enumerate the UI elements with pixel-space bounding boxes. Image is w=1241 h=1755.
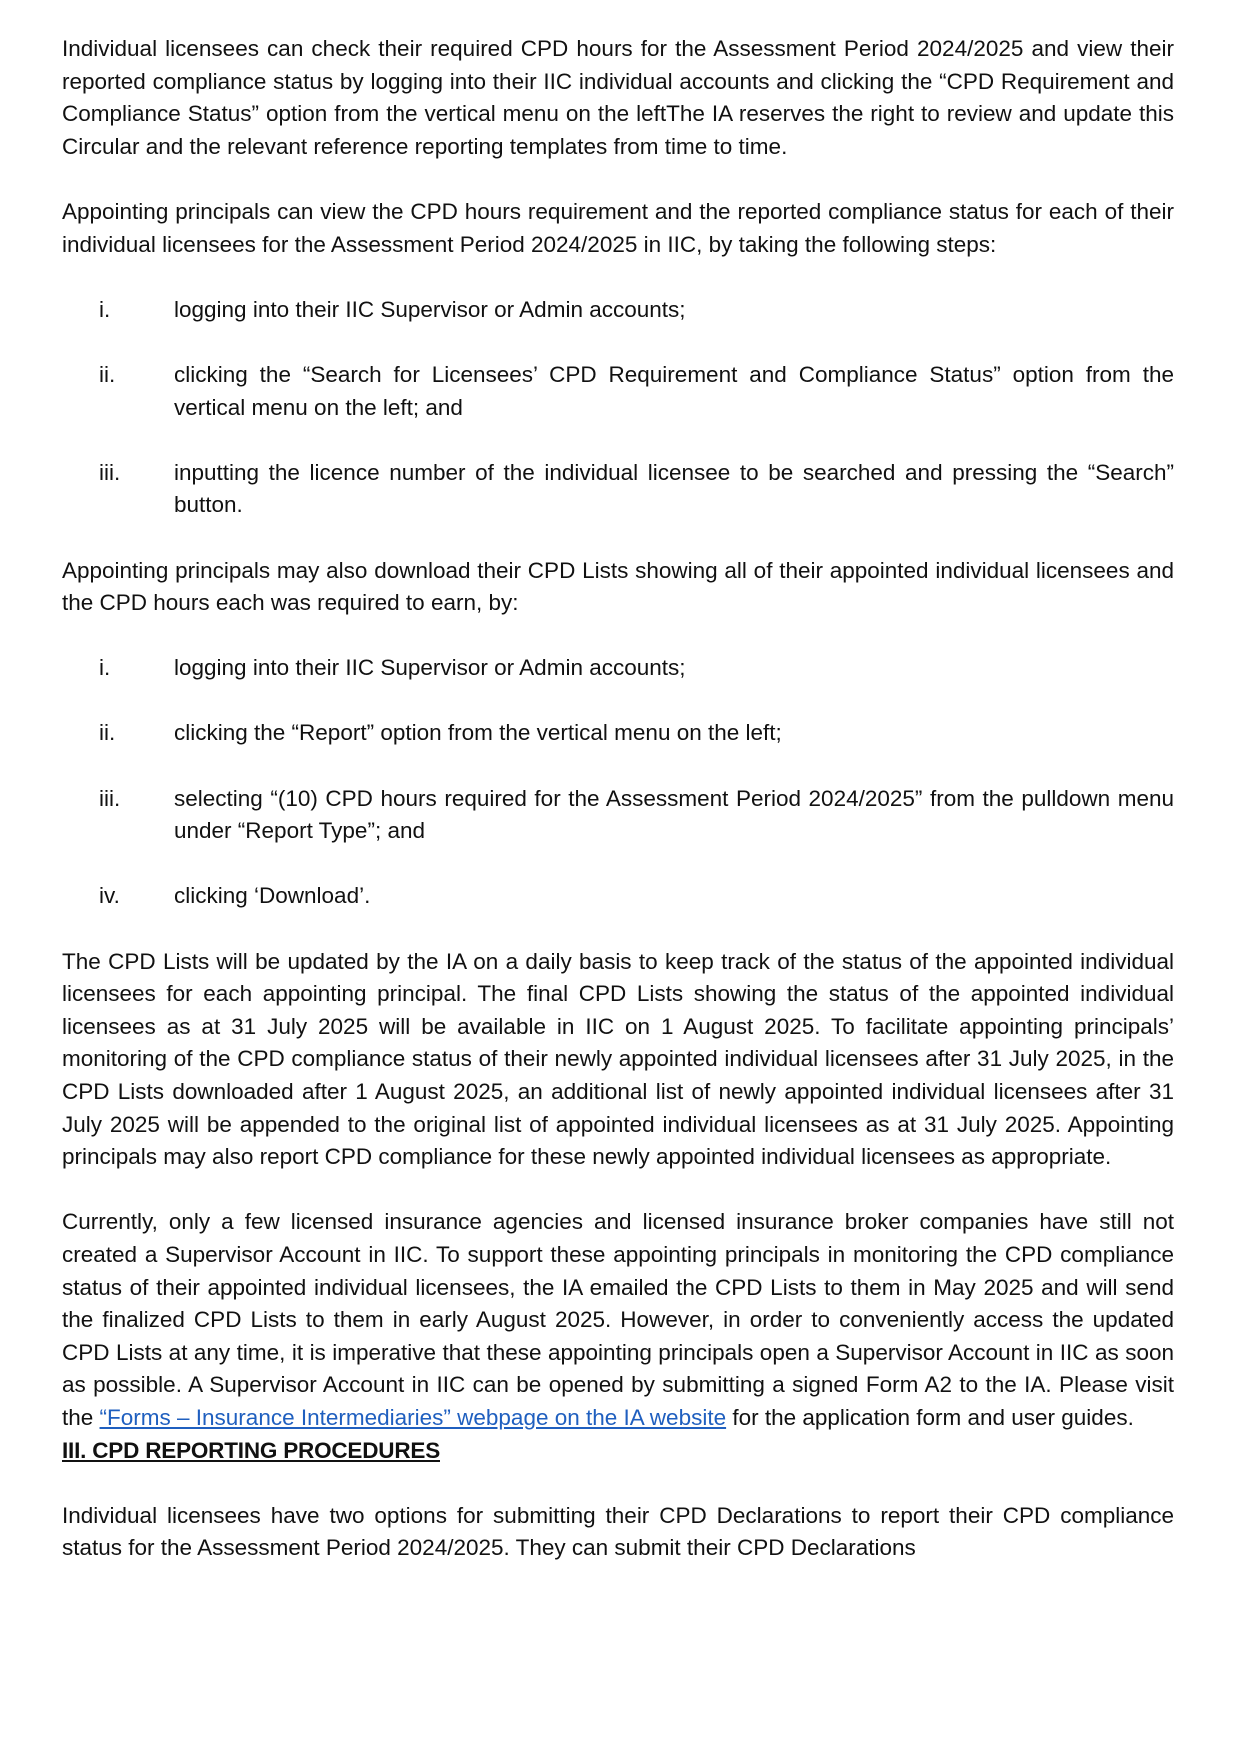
paragraph-download-cpd-lists: Appointing principals may also download their CPD Lists showing all of their appointed individual licensees and the CPD hours each was required to earn, by: [62, 557, 1174, 616]
list-item [62, 880, 1174, 913]
list-item-text: clicking ‘Download’. [174, 883, 371, 909]
list-marker: iii. [99, 785, 121, 811]
list-marker: iv. [99, 883, 120, 909]
list-marker: ii. [99, 720, 116, 746]
list-item-text: selecting “(10) CPD hours required for the Assessment Period 2024/2025” from the pulldown menu under “Report Type”; and [174, 785, 1174, 844]
list-item-text: logging into their IIC Supervisor or Admin accounts; [174, 655, 686, 681]
paragraph-cpd-lists-updates: The CPD Lists will be updated by the IA on a daily basis to keep track of the status of the appointed individual licensees for each appointing principal. The final CPD Lists showing the status of the appointed individual licensees as at 31 July 2025 will be available in IIC on 1 August 2025. To facilitate appointing principals’ monitoring of the CPD compliance status of their newly appointed individual licensees after 31 July 2025, in the CPD Lists downloaded after 1 August 2025, an additional list of newly appointed individual licensees after 31 July 2025 will be appended to the original list of appointed individual licensees as at 31 July 2025. Appointing principals may also report CPD compliance for these newly appointed individual licensees as appropriate. [62, 948, 1174, 1170]
supervisor-account-text-end: for the application form and user guides. [726, 1404, 1134, 1430]
paragraph-reporting-options: Individual licensees have two options for submitting their CPD Declarations to report their CPD compliance status for the Assessment Period 2024/2025. They can submit their CPD Declarations [62, 1502, 1174, 1561]
list-marker: i. [99, 296, 111, 322]
list-marker: i. [99, 655, 111, 681]
section-heading: III. CPD REPORTING PROCEDURES [62, 1437, 440, 1463]
list-item-text: logging into their IIC Supervisor or Admin accounts; [174, 296, 686, 322]
paragraph-appointing-principals-view: Appointing principals can view the CPD hours requirement and the reported compliance status for each of their individual licensees for the Assessment Period 2024/2025 in IIC, by taking the following steps: [62, 198, 1174, 257]
forms-webpage-link[interactable]: “Forms – Insurance Intermediaries” webpage on the IA website [99, 1404, 727, 1430]
steps-view-list [62, 294, 1174, 522]
list-marker: ii. [99, 361, 116, 387]
paragraph-supervisor-account [62, 1206, 1174, 1434]
list-item [62, 359, 1174, 424]
list-item [62, 457, 1174, 522]
list-item-text: inputting the licence number of the individual licensee to be searched and pressing the “Search” button. [174, 459, 1174, 518]
supervisor-account-text: Currently, only a few licensed insurance agencies and licensed insurance broker companies have still not created a Supervisor Account in IIC. To support these appointing principals in monitoring the CPD compliance status of their appointed individual licensees, the IA emailed the CPD Lists to them in May 2025 and will send the finalized CPD Lists to them in early August 2025. However, in order to conveniently access the updated CPD Lists at any time, it is imperative that these appointing principals open a Supervisor Account in IIC as soon as possible. A Supervisor Account in IIC can be opened by submitting a signed Form A2 to the IA. Please visit the [62, 1209, 1174, 1430]
list-item [62, 717, 1174, 750]
list-item-text: clicking the “Search for Licensees’ CPD Requirement and Compliance Status” option from the vertical menu on the left; and [174, 361, 1174, 420]
list-marker: iii. [99, 459, 121, 485]
list-item-text: clicking the “Report” option from the vertical menu on the left; [174, 720, 782, 746]
list-item [62, 783, 1174, 848]
paragraph-check-cpd-hours: Individual licensees can check their required CPD hours for the Assessment Period 2024/2025 and view their reported compliance status by logging into their IIC individual accounts and clicking the “CPD Requirement and Compliance Status” option from the vertical menu on the leftThe IA reserves the right to review and update this Circular and the relevant reference reporting templates from time to time. [62, 36, 1174, 159]
document-page [62, 33, 1174, 1565]
steps-download-list [62, 652, 1174, 913]
list-item [62, 652, 1174, 685]
list-item [62, 294, 1174, 327]
